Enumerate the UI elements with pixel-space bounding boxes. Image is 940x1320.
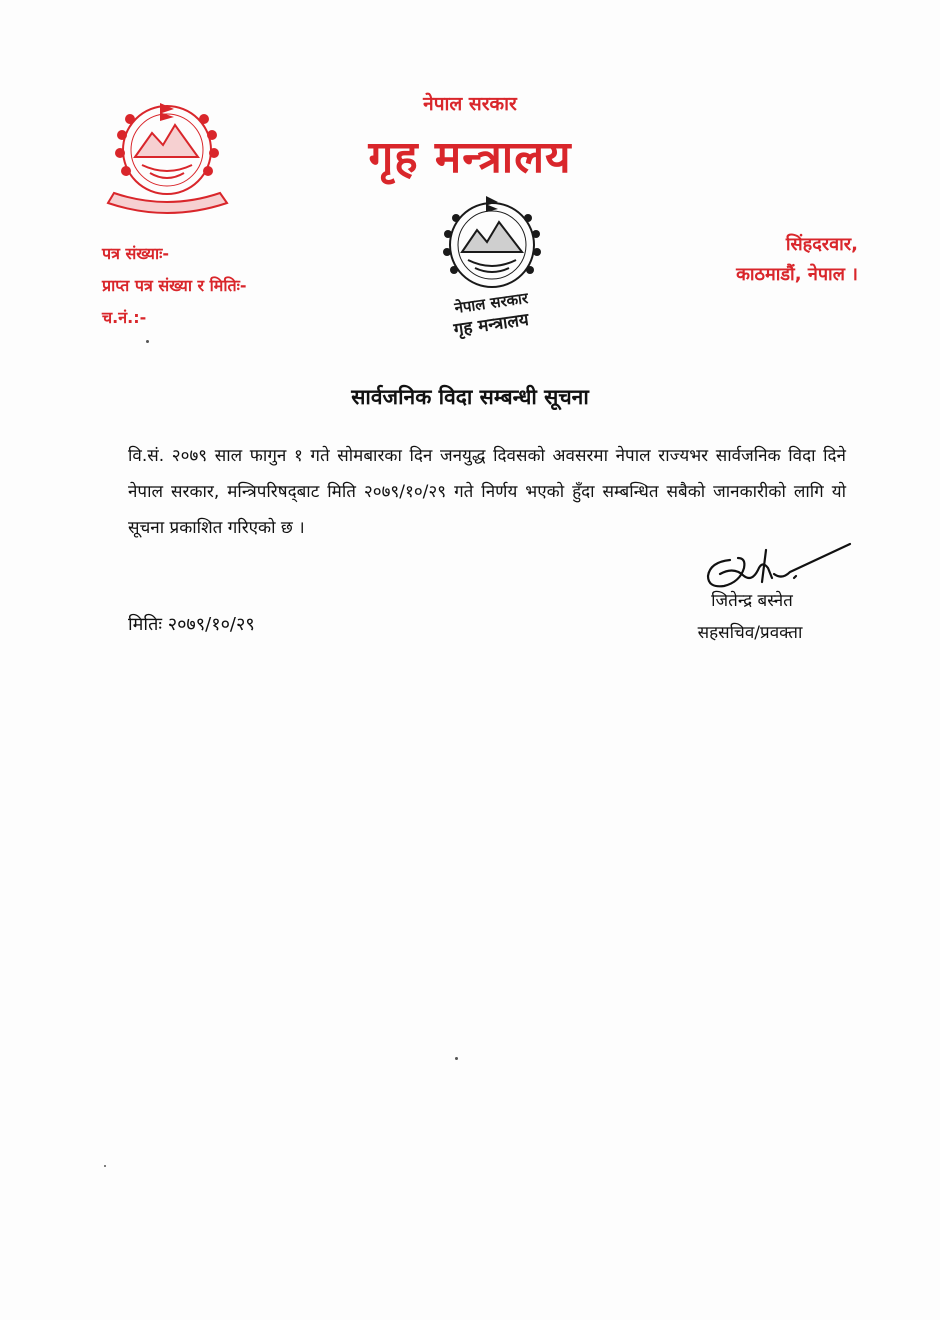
ministry-title: गृह मन्त्रालय [368, 132, 572, 183]
notice-date: मितिः २०७९/१०/२९ [128, 614, 255, 635]
scan-speck [146, 340, 149, 343]
address-line-1: सिंहदरवार, [785, 234, 858, 255]
dispatch-number-label: च.नं.:- [102, 308, 147, 327]
notice-body: वि.सं. २०७९ साल फागुन १ गते सोमबारका दिन जनयुद्ध दिवसको अवसरमा नेपाल राज्यभर सार्वजनिक विदा दिने नेपाल सरकार, मन्त्रिपरिषद्‌बाट मिति २०७९/१०/२९ गते निर्णय भएको हुँदा सम्बन्धित सबैको जानकारीको लागि यो सूचना प्रकाशित गरिएको छ । [128, 446, 846, 538]
government-name: नेपाल सरकार [423, 93, 517, 115]
received-letter-label: प्राप्त पत्र संख्या र मितिः- [102, 276, 247, 295]
reference-block [102, 238, 247, 334]
letter-number-label: पत्र संख्याः- [102, 244, 169, 263]
emblem-caption-line1: नेपाल सरकार [453, 288, 530, 318]
notice-heading: सार्वजनिक विदा सम्बन्धी सूचना [351, 385, 589, 409]
scan-speck [455, 1057, 458, 1060]
signatory-name: जितेन्द्र बस्नेत [711, 591, 793, 611]
scan-speck [104, 1165, 106, 1167]
ministry-emblem-center [420, 190, 565, 340]
signatory-title: सहसचिव/प्रवक्ता [697, 623, 803, 643]
emblem-caption-line2: गृह मन्त्रालय [452, 309, 531, 340]
address-block [736, 230, 858, 290]
address-line-2: काठमाडौं, नेपाल । [736, 264, 858, 285]
